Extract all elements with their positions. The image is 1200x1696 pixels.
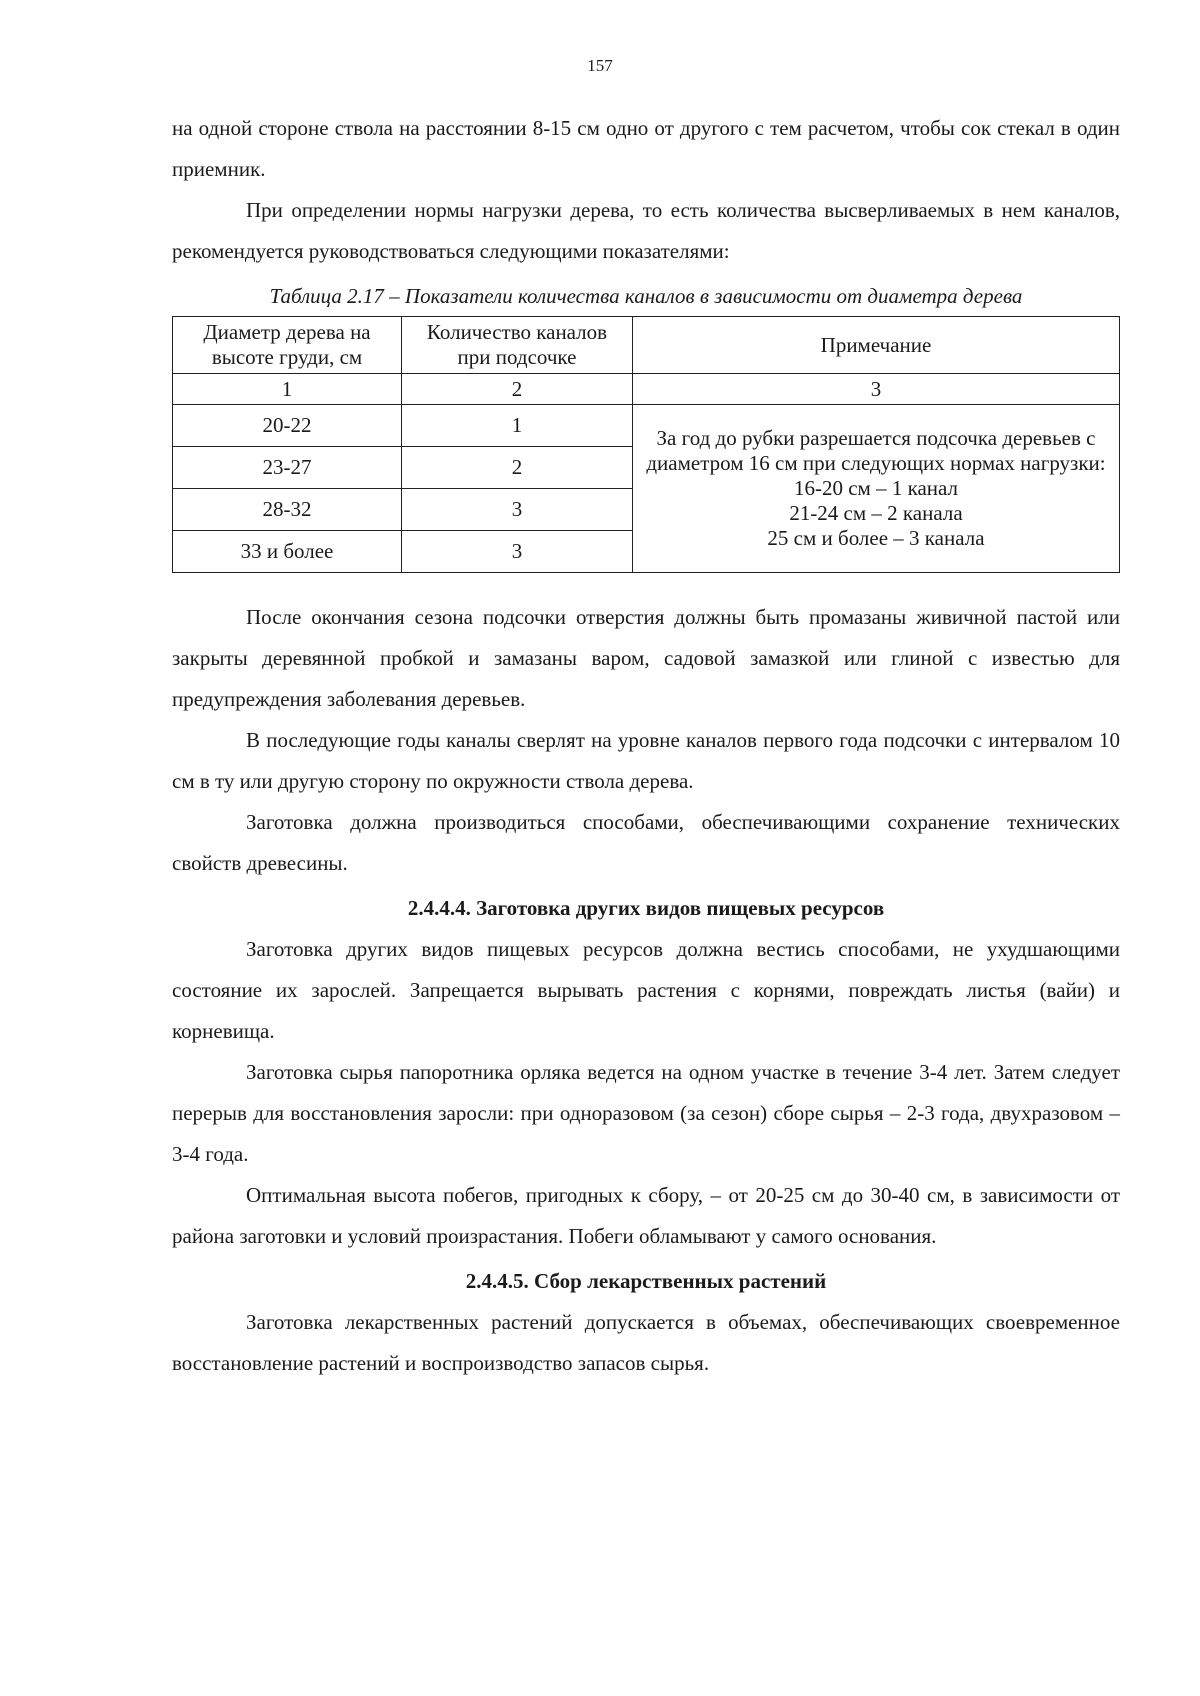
cell-channels: 1: [402, 405, 633, 447]
page-number: 157: [587, 56, 613, 75]
cell-channels: 3: [402, 489, 633, 531]
cell-diameter: 28-32: [173, 489, 402, 531]
header-channels: Количество каналов при подсочке: [402, 317, 633, 374]
table-caption: Таблица 2.17 – Показатели количества каналов в зависимости от диаметра дерева: [269, 284, 1023, 308]
paragraph: Заготовка должна производиться способами, обеспечивающими сохранение технических свойств древесины.: [172, 810, 1120, 875]
column-number: 2: [402, 374, 633, 405]
header-diameter: Диаметр дерева на высоте груди, см: [173, 317, 402, 374]
paragraph: При определении нормы нагрузки дерева, то есть количества высверливаемых в нем каналов, рекомендуется руководствоваться следующими показателями:: [172, 198, 1120, 263]
cell-diameter: 33 и более: [173, 531, 402, 573]
cell-channels: 3: [402, 531, 633, 573]
section-heading: 2.4.4.5. Сбор лекарственных растений: [465, 1269, 827, 1293]
column-number: 3: [633, 374, 1120, 405]
table-column-numbers-row: [173, 374, 1120, 405]
paragraph: на одной стороне ствола на расстоянии 8-15 см одно от другого с тем расчетом, чтобы сок стекал в один приемник.: [172, 116, 1120, 181]
cell-diameter: 20-22: [173, 405, 402, 447]
paragraph: Оптимальная высота побегов, пригодных к сбору, – от 20-25 см до 30-40 см, в зависимости от района заготовки и условий произрастания. Побеги обламывают у самого основания.: [172, 1183, 1120, 1248]
cell-diameter: 23-27: [173, 447, 402, 489]
paragraph: Заготовка других видов пищевых ресурсов должна вестись способами, не ухудшающими состояние их зарослей. Запрещается вырывать растения с корнями, повреждать листья (вайи) и корневища.: [172, 937, 1120, 1043]
cell-channels: 2: [402, 447, 633, 489]
paragraph: Заготовка сырья папоротника орляка ведется на одном участке в течение 3-4 лет. Затем следует перерыв для восстановления заросли: при одноразовом (за сезон) сборе сырья – 2-3 года, двухразовом – 3-4 года.: [172, 1060, 1120, 1166]
column-number: 1: [173, 374, 402, 405]
table-row: [173, 405, 1120, 447]
section-heading: 2.4.4.4. Заготовка других видов пищевых ресурсов: [407, 896, 885, 920]
channels-table: [172, 316, 1120, 573]
paragraph: После окончания сезона подсочки отверстия должны быть промазаны живичной пастой или закрыты деревянной пробкой и замазаны варом, садовой замазкой или глиной с известью для предупреждения заболевания деревьев.: [172, 605, 1120, 711]
page-content: [172, 108, 1120, 1384]
note-line: 21-24 см – 2 канала: [789, 501, 963, 525]
note-line: За год до рубки разрешается подсочка деревьев с диаметром 16 см при следующих нормах нагрузки:: [646, 426, 1106, 475]
note-line: 16-20 см – 1 канал: [793, 476, 959, 500]
note-line: 25 см и более – 3 канала: [767, 526, 985, 550]
paragraph: Заготовка лекарственных растений допускается в объемах, обеспечивающих своевременное восстановление растений и воспроизводство запасов сырья.: [172, 1310, 1120, 1375]
paragraph: В последующие годы каналы сверлят на уровне каналов первого года подсочки с интервалом 10 см в ту или другую сторону по окружности ствола дерева.: [172, 728, 1120, 793]
header-note: Примечание: [633, 317, 1120, 374]
table-header-row: [173, 317, 1120, 374]
cell-note: [633, 405, 1120, 573]
